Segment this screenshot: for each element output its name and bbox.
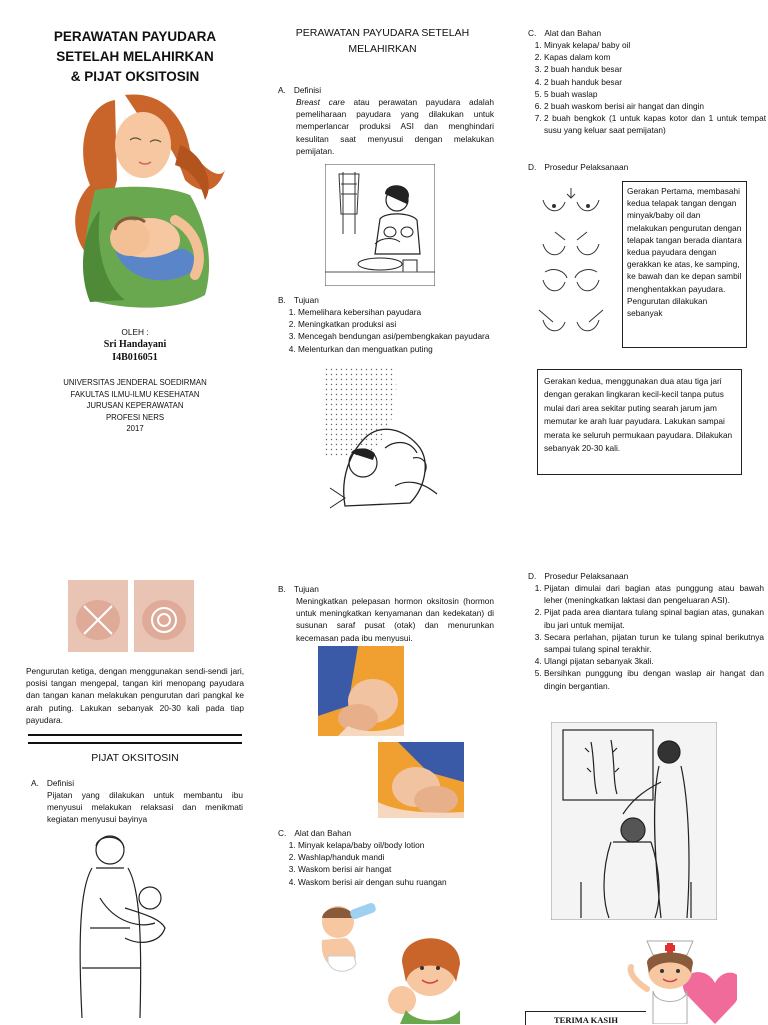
- list-item: 3. Waskom berisi air hangat: [298, 863, 508, 875]
- list-item: 5. Bersihkan punggung ibu dengan waslap air hangat dan dingin bergantian.: [544, 667, 764, 691]
- oxytocin-definition-heading: [31, 777, 231, 789]
- list-item: 2. Washlap/handuk mandi: [298, 851, 508, 863]
- cover-title: [20, 27, 250, 87]
- section-heading: Alat dan Bahan: [294, 828, 352, 838]
- section-letter: B.: [278, 584, 286, 594]
- oxytocin-procedure-heading: [528, 570, 728, 582]
- definition-italic: Breast care: [296, 97, 345, 107]
- title-line: PERAWATAN PAYUDARA SETELAH: [295, 27, 470, 39]
- cover-nim: I4B016051: [112, 352, 158, 363]
- list-item: 4. 2 buah handuk besar: [544, 76, 766, 88]
- cartoon-baby-bottle-illustration: [310, 900, 470, 1024]
- section-letter: C.: [278, 828, 287, 838]
- breastcare-definition-text: [296, 96, 494, 157]
- list-item: 1. Memelihara kebersihan payudara: [298, 306, 496, 318]
- list-item: 1. Minyak kelapa/ baby oil: [544, 39, 766, 51]
- section-letter: B.: [278, 295, 286, 305]
- list-item: 4. Waskom berisi air dengan suhu ruangan: [298, 876, 508, 888]
- cover-title-line: SETELAH MELAHIRKAN: [56, 49, 214, 64]
- list-item: 4. Melenturkan dan menguatkan puting: [298, 343, 496, 355]
- section-heading: Tujuan: [293, 295, 319, 305]
- oxytocin-title: PIJAT OKSITOSIN: [91, 752, 179, 764]
- section-letter: D.: [528, 162, 537, 172]
- section-letter: A.: [278, 85, 286, 95]
- cover-institution: [20, 377, 250, 435]
- institution-line: PROFESI NERS: [105, 412, 165, 422]
- section-heading: Tujuan: [293, 584, 319, 594]
- section-heading: Prosedur Pelaksanaan: [544, 571, 629, 581]
- breast-massage-steps-illustration: [535, 180, 615, 350]
- woman-washing-illustration: [325, 164, 435, 286]
- section-heading: Definisi: [46, 778, 75, 788]
- institution-line: FAKULTAS ILMU-ILMU KESEHATAN: [70, 389, 200, 399]
- cover-by-label: OLEH :: [121, 327, 149, 337]
- mother-holding-baby-illustration: [70, 828, 180, 1020]
- knuckle-massage-illustration: [68, 580, 196, 652]
- cover-title-line: & PIJAT OKSITOSIN: [70, 69, 200, 84]
- procedure-step2-text: Gerakan kedua, menggunakan dua atau tiga jari dengan gerakan lingkaran kecil-kecil tanpa putus mulai dari area sekitar puting searah jarum jam memutar ke arah luar payudara. Lakukan sampai merata ke seluruh permukaan payudara. Dilakukan sebanyak 20-30 kali.: [544, 376, 733, 454]
- procedure-step2-box: [537, 369, 742, 475]
- list-item: 1. Minyak kelapa/baby oil/body lotion: [298, 839, 508, 851]
- oxytocin-goals-heading: [278, 583, 478, 595]
- list-item: 6. 2 buah waskom berisi air hangat dan dingin: [544, 100, 766, 112]
- mother-breastfeeding-illustration: [55, 90, 230, 315]
- back-massage-illustration: [551, 722, 717, 920]
- section-heading: Prosedur Pelaksanaan: [544, 162, 629, 172]
- oxytocin-goals-text: Meningkatkan pelepasan hormon oksitosin (hormon untuk meningkatkan kenyamanan dan kedekatan) di susunan saraf pusat (otak) dan menurunkan kecemasan pada ibu menyusui.: [296, 596, 494, 643]
- breastfeeding-photo-1: [318, 646, 404, 736]
- thanks-text: TERIMA KASIH: [554, 1015, 618, 1025]
- section-letter: C.: [528, 28, 537, 38]
- breastcare-procedure-heading: [528, 161, 728, 173]
- oxytocin-procedure-list: [522, 582, 764, 692]
- definition-body: atau perawatan payudara adalah pemeliharaan payudara yang dilakukan untuk memperlancar produksi ASI dan menghindari kesulitan saat menyusui dengan melakukan pemijatan.: [296, 97, 494, 156]
- procedure-step3-text: Pengurutan ketiga, dengan menggunakan sendi-sendi jari, posisi tangan mengepal, tangan kiri menopang payudara dan tangan kanan melakukan pengurutan dari pangkal ke arah puting. Lakukan sebanyak 20-30 kali pada tiap payudara.: [26, 666, 244, 725]
- breastcare-goals-list: [276, 306, 496, 355]
- list-item: 1. Pijatan dimulai dari bagian atas punggung atau bawah leher (meningkatkan laktasi dan pengeluaran ASI).: [544, 582, 764, 606]
- thanks-banner: [525, 1011, 646, 1025]
- institution-line: 2017: [126, 424, 144, 433]
- list-item: 3. 2 buah handuk besar: [544, 63, 766, 75]
- section-letter: A.: [31, 778, 39, 788]
- title-line: MELAHIRKAN: [348, 43, 417, 55]
- breastcare-title: [275, 25, 490, 57]
- breastcare-definition-heading: [278, 84, 478, 96]
- list-item: 3. Mencegah bendungan asi/pembengkakan payudara: [298, 330, 496, 342]
- breastcare-tools-list: [522, 39, 766, 137]
- cover-title-line: PERAWATAN PAYUDARA: [53, 29, 217, 44]
- oxytocin-tools-list: [276, 839, 508, 888]
- oxytocin-definition-text: Pijatan yang dilakukan untuk membantu ibu menyusui melakukan relaksasi dan menikmati kegiatan menyusui bayinya: [47, 790, 243, 825]
- cover-author: Sri Handayani: [103, 339, 167, 350]
- list-item: 5. 5 buah waslap: [544, 88, 766, 100]
- list-item: 2. Meningkatkan produksi asi: [298, 318, 496, 330]
- breastfeeding-photo-2: [378, 742, 464, 818]
- list-item: 3. Secara perlahan, pijatan turun ke tulang spinal berikutnya sampai tulang spinal terakhir.: [544, 631, 764, 655]
- breast-exercise-illustration: [325, 368, 443, 510]
- list-item: 7. 2 buah bengkok (1 untuk kapas kotor dan 1 untuk tempat susu yang keluar saat pemijatan): [544, 112, 766, 136]
- section-divider: [28, 734, 242, 744]
- list-item: 2. Kapas dalam kom: [544, 51, 766, 63]
- breastcare-goals-heading: [278, 294, 478, 306]
- institution-line: JURUSAN KEPERAWATAN: [86, 401, 184, 410]
- section-heading: Definisi: [293, 85, 322, 95]
- procedure-step1-box: [622, 181, 747, 348]
- oxytocin-tools-heading: [278, 827, 478, 839]
- list-item: 4. Ulangi pijatan sebanyak 3kali.: [544, 655, 764, 667]
- institution-line: UNIVERSITAS JENDERAL SOEDIRMAN: [63, 378, 207, 387]
- procedure-step1-text: Gerakan Pertama, membasahi kedua telapak tangan dengan minyak/baby oil dan melakukan pengurutan dengan telapak tangan berada diantara kedua payudara dengan gerakkan ke atas, ke samping, ke bawah dan ke depan sambil menghentakkan payudara. Pengurutan dilakukan sebanyak: [627, 186, 742, 319]
- section-heading: Alat dan Bahan: [544, 28, 602, 38]
- list-item: 2. Pijat pada area diantara tulang spinal bagian atas, gunakan ibu jari untuk memijat.: [544, 606, 764, 630]
- breastcare-tools-heading: [528, 27, 728, 39]
- section-letter: D.: [528, 571, 537, 581]
